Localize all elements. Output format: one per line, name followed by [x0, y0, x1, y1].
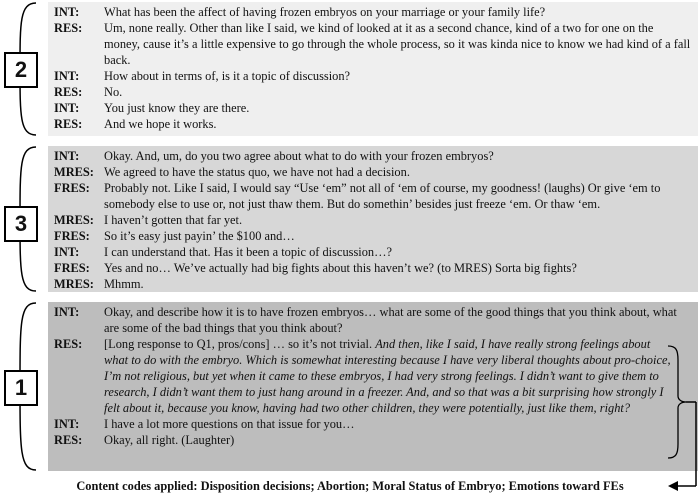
- speaker-label: INT:: [54, 5, 80, 19]
- speaker-label: FRES:: [54, 261, 90, 275]
- utterance: Probably not. Like I said, I would say “Use ‘em” not all of ‘em of course, my goodness! (laughs) Or give ‘em to somebody else to use or, not just thaw them. But do somethin’ besides just freeze ‘em. Or thaw ‘em.: [104, 181, 661, 211]
- utterance: Okay, and describe how it is to have frozen embryos… what are some of the good things that you think about, what are some of the bad things that you think about?: [104, 305, 677, 335]
- speaker-label: RES:: [54, 21, 83, 35]
- section-3-number: 3: [4, 206, 38, 242]
- utterance: I have a lot more questions on that issue for you…: [104, 417, 355, 431]
- utterance: No.: [104, 85, 123, 99]
- speaker-label: RES:: [54, 337, 83, 351]
- utterance: We agreed to have the status quo, we have not had a decision.: [104, 165, 410, 179]
- section-1-number: 1: [4, 370, 38, 406]
- utterance: Mhmm.: [104, 277, 144, 291]
- coded-excerpt: And then, like I said, I have really strong feelings about what to do with the embryo. Which is somewhat interesting because I have very liberal thoughts about pro-choice, I’m not religious, but yet when it came to these embryos, I had very strong feelings. I didn’t want to give them to research, I didn’t want them to just hang around in a freezer. And, and so that was a bit surprising how strongly I felt about it, because you know, having had two other children, they were potentially, just like them, right?: [104, 337, 671, 415]
- utterance: So it’s easy just payin’ the $100 and…: [104, 229, 295, 243]
- utterance: I haven’t gotten that far yet.: [104, 213, 243, 227]
- utterance: Okay. And, um, do you two agree about what to do with your frozen embryos?: [104, 149, 494, 163]
- section-2-number: 2: [4, 52, 38, 88]
- speaker-label: MRES:: [54, 165, 94, 179]
- utterance: Yes and no… We’ve actually had big fights about this haven’t we? (to MRES) Sorta big fights?: [104, 261, 577, 275]
- utterance: How about in terms of, is it a topic of discussion?: [104, 69, 351, 83]
- speaker-label: RES:: [54, 433, 83, 447]
- utterance: And we hope it works.: [104, 117, 217, 131]
- utterance: I can understand that. Has it been a topic of discussion…?: [104, 245, 393, 259]
- speaker-label: INT:: [54, 101, 80, 115]
- speaker-label: INT:: [54, 149, 80, 163]
- speaker-label: INT:: [54, 245, 80, 259]
- utterance: What has been the affect of having frozen embryos on your marriage or your family life?: [104, 5, 546, 19]
- utterance: Um, none really. Other than like I said, we kind of looked at it as a second chance, kind of a two for one on the money, cause it’s a little expensive to go through the whole process, so it was kinda nice to know we had kind of a fall back.: [104, 21, 691, 67]
- speaker-label: FRES:: [54, 181, 90, 195]
- utterance-plain: [Long response to Q1, pros/cons] … so it’s not trivial.: [104, 337, 376, 351]
- speaker-label: INT:: [54, 69, 80, 83]
- content-codes-caption: Content codes applied: Disposition decisions; Abortion; Moral Status of Embryo; Emotions toward FEs: [76, 479, 624, 493]
- speaker-label: FRES:: [54, 229, 90, 243]
- speaker-label: RES:: [54, 85, 83, 99]
- speaker-label: MRES:: [54, 277, 94, 291]
- speaker-label: INT:: [54, 305, 80, 319]
- utterance: Okay, all right. (Laughter): [104, 433, 235, 447]
- speaker-label: RES:: [54, 117, 83, 131]
- speaker-label: INT:: [54, 417, 80, 431]
- utterance: You just know they are there.: [104, 101, 250, 115]
- speaker-label: MRES:: [54, 213, 94, 227]
